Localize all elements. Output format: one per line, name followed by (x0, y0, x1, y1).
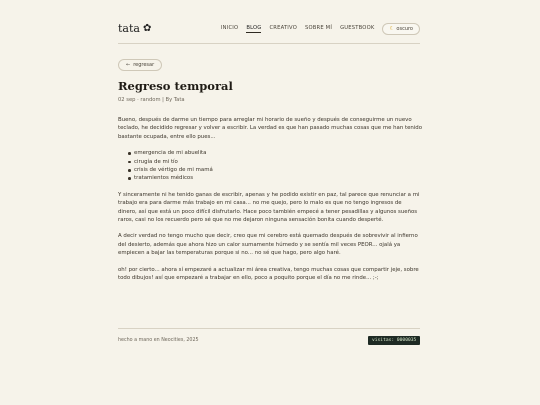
post-list (128, 149, 422, 183)
post-meta: 02 sep · random | By Tata (118, 97, 185, 103)
theme-toggle-button[interactable] (382, 23, 420, 35)
nav-item-creativo[interactable]: CREATIVO (269, 25, 297, 31)
nav-item-sobre-mi[interactable]: SOBRE MÍ (304, 25, 333, 31)
post-paragraph: Bueno, después de darme un tiempo para arreglar mi horario de sueño y después de conseguirme un nuevo teclado, he decidido regresar y volver a escribir. La verdad es que han pasado muchas cosas que me han tenido bastante ocupada, entre ello pues... (118, 117, 423, 140)
list-item: tratamientos médicos (128, 174, 422, 182)
flower-icon: ✿ (142, 23, 152, 34)
back-button[interactable] (118, 59, 162, 71)
visit-counter: visitas: 0000035 (368, 336, 420, 345)
post-content (118, 116, 422, 291)
theme-toggle-label: oscuro (396, 25, 413, 32)
post-paragraph: Y sinceramente ni he tenido ganas de escribir, apenas y he podido existir en paz, tal parece que renunciar a mi trabajo era para darme más trabajo en mi casa... no me quejo, pero lo malo es que no tengo ingresos de dinero, así que está un poco difícil disfrutarlo. Hace poco también empecé a tener pesadillas y algunos sueños raros, casi no los recuerdo pero sé que no me dejaron ninguna sensación bonita cuando desperté. (118, 191, 420, 224)
post-paragraph: A decir verdad no tengo mucho que decir, creo que mi cerebro está quemado después de sobrevivir al infierno del desierto, además que ahora hizo un calor sumamente húmedo y se sentía mil veces PEOR... ojalá ya empiecen a bajar las temperaturas porque si no... no sé que hago, pero algo haré. (118, 233, 418, 257)
brand-name: tata (118, 22, 140, 35)
nav-item-guestbook[interactable]: GUESTBOOK (340, 25, 375, 31)
brand[interactable] (118, 22, 151, 35)
nav-item-inicio[interactable]: INICIO (220, 25, 239, 31)
list-item: cirugía de mi tío (128, 158, 422, 166)
list-item: emergencia de mi abuelita (128, 149, 422, 157)
moon-icon: ☾ (389, 25, 395, 32)
nav-item-blog[interactable]: BLOG (246, 24, 262, 31)
list-item: crisis de vértigo de mi mamá (128, 166, 422, 174)
footer-text: hecho a mano en Neocities, 2025 (118, 338, 199, 343)
back-button-label: regresar (133, 62, 155, 68)
footer-divider (118, 328, 420, 329)
post-title: Regreso temporal (118, 79, 233, 93)
site-header (118, 18, 420, 44)
main-nav (221, 23, 420, 35)
arrow-left-icon: ← (126, 62, 131, 68)
post-paragraph: oh! por cierto... ahora sí empezaré a actualizar mi área creativa, tengo muchas cosas que compartir jeje, sobre todo dibujos! así que empezaré a trabajar en ello, poco a poquito porque el día no me rinde... ;-; (118, 266, 419, 282)
